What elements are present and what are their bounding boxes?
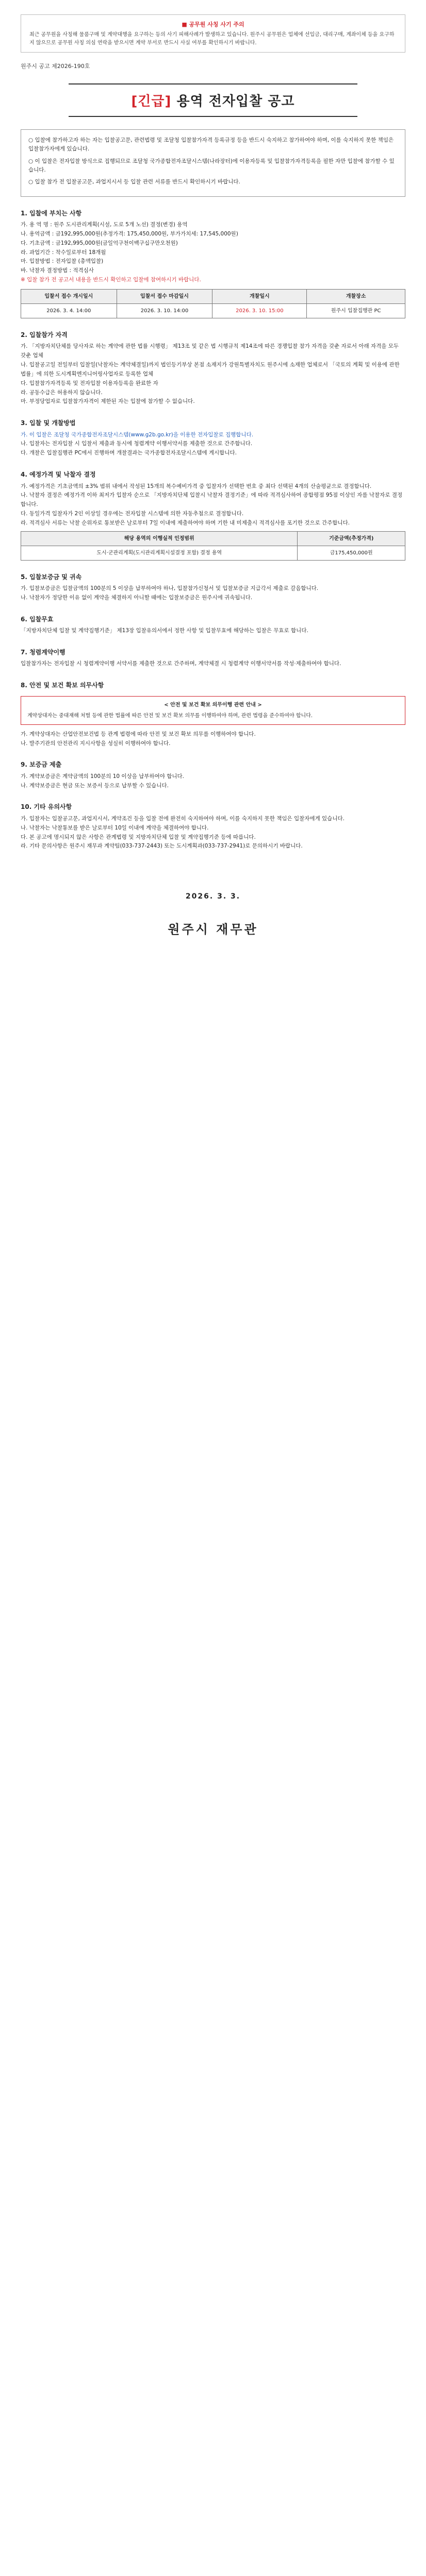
intro-line: ○ 입찰 참가 전 입찰공고문, 과업지시서 등 입찰 관련 서류를 반드시 확인하시기 바랍니다. xyxy=(28,179,240,185)
section-para: 가. 입찰보증금은 입찰금액의 100분의 5 이상을 납부하여야 하나, 입찰참가신청서 및 입찰보증금 지급각서 제출로 갈음합니다. xyxy=(21,585,319,592)
section-title: 7. 청렴계약이행 xyxy=(21,649,65,656)
title-text: 용역 전자입찰 공고 xyxy=(176,94,295,110)
schedule-cell: 2026. 3. 10. 14:00 xyxy=(117,303,212,318)
section-para: 나. 낙찰자 결정은 예정가격 이하 최저가 입찰자 순으로 「지방자치단체 입찰시 낙찰자 결정기준」에 따라 적격심사하여 종합평점 95점 이상인 자를 낙찰자로 결정합니다. xyxy=(21,492,403,508)
section-para: 나. 낙찰자가 정당한 이유 없이 계약을 체결하지 아니할 때에는 입찰보증금은 원주시에 귀속됩니다. xyxy=(21,594,253,601)
section-title: 8. 안전 및 보건 확보 의무사항 xyxy=(21,682,104,689)
section-7 xyxy=(21,647,405,669)
section-para: 나. 입찰공고일 전일부터 입찰일(낙찰자는 계약체결일)까지 법인등기부상 본점 소재지가 강원특별자치도 원주시에 소재한 업체로서 「국토의 계획 및 이용에 관한 법률」에 의한 도시계획엔지니어링사업자로 등록한 업체 xyxy=(21,361,400,377)
schedule-cell: 2026. 3. 4. 14:00 xyxy=(21,303,117,318)
capability-header: 해당 용역의 이행실적 인정범위 xyxy=(21,531,298,546)
section-line: 다. 기초금액 : 금192,995,000원(금일억구천이백구십구만오천원) xyxy=(21,240,178,246)
section-title: 6. 입찰무효 xyxy=(21,615,54,623)
section-para: 나. 발주기관의 안전관리 지시사항을 성실히 이행하여야 합니다. xyxy=(21,740,171,747)
section-line: 바. 낙찰자 결정방법 : 적격심사 xyxy=(21,267,94,274)
fraud-notice-body: 최근 공무원을 사칭해 물품구매 및 계약대행을 요구하는 등의 사기 피해사례가 발생하고 있습니다. 원주시 공무원은 업체에 선입금, 대리구매, 계좌이체 등을 요구하지 않으므로 공무원 사칭 의심 연락을 받으시면 계약 부서로 반드시 사실 여부를 확인하시기 바랍니다. xyxy=(29,32,395,46)
section-para: 라. 적격심사 서류는 낙찰 순위자로 통보받은 날로부터 7일 이내에 제출하여야 하며 기한 내 미제출시 적격심사를 포기한 것으로 간주합니다. xyxy=(21,519,350,526)
capability-cell: 도시·군관리계획(도시관리계획시설결정 포함) 결정 용역 xyxy=(21,546,298,560)
schedule-header: 입찰서 접수 마감일시 xyxy=(117,289,212,303)
schedule-header: 입찰서 접수 개시일시 xyxy=(21,289,117,303)
footer-date: 2026. 3. 3. xyxy=(185,892,241,901)
section-9 xyxy=(21,759,405,790)
section-4 xyxy=(21,469,405,561)
section-title: 5. 입찰보증금 및 귀속 xyxy=(21,573,82,581)
section-line: 라. 과업기간 : 착수일로부터 18개월 xyxy=(21,249,106,256)
section-3 xyxy=(21,418,405,458)
section-para: 나. 계약보증금은 현금 또는 보증서 등으로 납부할 수 있습니다. xyxy=(21,782,169,789)
section-title: 3. 입찰 및 개찰방법 xyxy=(21,419,76,427)
safety-notice-body: 계약상대자는 중대재해 처벌 등에 관한 법률에 따른 안전 및 보건 확보 의무를 이행하여야 하며, 관련 법령을 준수하여야 합니다. xyxy=(27,713,313,719)
section-para: 가. 「지방자치단체를 당사자로 하는 계약에 관한 법률 시행령」 제13조 및 같은 법 시행규칙 제14조에 따른 경쟁입찰 참가 자격을 갖춘 자로서 아래 자격을 모두 갖춘 업체 xyxy=(21,343,399,359)
schedule-cell: 원주시 입찰집행관 PC xyxy=(307,303,405,318)
section-title: 1. 입찰에 부치는 사항 xyxy=(21,209,82,217)
section-highlight: ※ 입찰 참가 전 공고서 내용을 반드시 확인하고 입찰에 참여하시기 바랍니다. xyxy=(21,277,201,283)
fraud-notice-box xyxy=(21,14,405,53)
section-para: 가. 계약상대자는 산업안전보건법 등 관계 법령에 따라 안전 및 보건 확보 의무를 이행하여야 합니다. xyxy=(21,731,256,737)
schedule-table xyxy=(21,289,405,318)
safety-notice-title: < 안전 및 보건 확보 의무이행 관련 안내 > xyxy=(164,702,262,708)
intro-line: ○ 이 입찰은 전자입찰 방식으로 집행되므로 조달청 국가종합전자조달시스템(나라장터)에 이용자등록 및 입찰참가자격등록을 필한 자만 입찰에 참가할 수 있습니다. xyxy=(28,158,395,173)
section-1 xyxy=(21,208,405,318)
section-para: 다. 동일가격 입찰자가 2인 이상일 경우에는 전자입찰 시스템에 의한 자동추첨으로 결정합니다. xyxy=(21,511,244,517)
section-para: 입찰참가자는 전자입찰 시 청렴계약이행 서약서를 제출한 것으로 간주하며, 계약체결 시 청렴계약 이행서약서를 작성·제출하여야 합니다. xyxy=(21,660,341,667)
page-title xyxy=(69,83,357,117)
section-para: 마. 부정당업자로 입찰참가자격이 제한된 자는 입찰에 참가할 수 없습니다. xyxy=(21,398,195,405)
safety-notice-box xyxy=(21,696,405,725)
intro-box xyxy=(21,129,405,197)
section-line: 가. 용 역 명 : 원주 도시관리계획(시설, 도로 5개 노선) 결정(변경) 용역 xyxy=(21,222,188,228)
section-para: 라. 공동수급은 허용하지 않습니다. xyxy=(21,389,103,396)
section-para: 라. 기타 문의사항은 원주시 재무과 계약팀(033-737-2443) 또는 도시계획과(033-737-2941)로 문의하시기 바랍니다. xyxy=(21,843,303,850)
section-8 xyxy=(21,680,405,748)
section-title: 10. 기타 유의사항 xyxy=(21,803,72,811)
section-para: 나. 입찰자는 전자입찰 시 입찰서 제출과 동시에 청렴계약 이행서약서를 제출한 것으로 간주합니다. xyxy=(21,440,253,447)
section-para: 다. 입찰참가자격등록 및 전자입찰 이용자등록을 완료한 자 xyxy=(21,380,158,386)
section-para: 다. 개찰은 입찰집행관 PC에서 진행하며 개찰결과는 국가종합전자조달시스템에 게시합니다. xyxy=(21,450,237,456)
section-para: 「지방자치단체 입찰 및 계약집행기준」 제13장 입찰유의서에서 정한 사항 및 입찰무효에 해당하는 입찰은 무효로 합니다. xyxy=(21,628,308,634)
section-6 xyxy=(21,614,405,636)
schedule-header: 개찰일시 xyxy=(212,289,307,303)
section-title: 4. 예정가격 및 낙찰자 결정 xyxy=(21,471,96,479)
footer-org: 원주시 재무관 xyxy=(168,922,258,937)
section-5 xyxy=(21,572,405,603)
section-line: 나. 용역금액 : 금192,995,000원(추정가격: 175,450,000원, 부가가치세: 17,545,000원) xyxy=(21,230,238,237)
intro-line: ○ 입찰에 참가하고자 하는 자는 입찰공고문, 관련법령 및 조달청 입찰참가자격 등록규정 등을 반드시 숙지하고 참가하여야 하며, 이를 숙지하지 못한 책임은 입찰참가자에게 있습니다. xyxy=(28,137,394,152)
section-title: 2. 입찰참가 자격 xyxy=(21,331,68,338)
urgent-tag: [긴급] xyxy=(131,94,172,110)
section-para: 가. 입찰자는 입찰공고문, 과업지시서, 계약조건 등을 입찰 전에 완전히 숙지하여야 하며, 이를 숙지하지 못한 책임은 입찰자에게 있습니다. xyxy=(21,815,345,822)
capability-cell: 금175,450,000원 xyxy=(298,546,405,560)
table-row xyxy=(21,303,405,318)
capability-header: 기준금액(추정가격) xyxy=(298,531,405,546)
document-number: 원주시 공고 제2026-190호 xyxy=(21,63,90,70)
section-line: 마. 입찰방법 : 전자입찰 (총액입찰) xyxy=(21,258,104,265)
section-para: 다. 본 공고에 명시되지 않은 사항은 관계법령 및 지방자치단체 입찰 및 계약집행기준 등에 따릅니다. xyxy=(21,834,256,840)
table-row xyxy=(21,546,405,560)
section-para: 가. 이 입찰은 조달청 국가종합전자조달시스템(www.g2b.go.kr)을 이용한 전자입찰로 집행합니다. xyxy=(21,431,254,438)
section-para: 가. 예정가격은 기초금액의 ±3% 범위 내에서 작성된 15개의 복수예비가격 중 입찰자가 선택한 번호 중 최다 선택된 4개의 산술평균으로 결정합니다. xyxy=(21,483,372,489)
fraud-notice-title: ■ 공무원 사칭 사기 주의 xyxy=(182,21,244,28)
section-2 xyxy=(21,330,405,406)
section-para: 가. 계약보증금은 계약금액의 100분의 10 이상을 납부하여야 합니다. xyxy=(21,773,185,779)
section-para: 나. 낙찰자는 낙찰통보를 받은 날로부터 10일 이내에 계약을 체결하여야 합니다. xyxy=(21,824,209,831)
page xyxy=(0,14,426,2576)
capability-table xyxy=(21,531,405,561)
schedule-header: 개찰장소 xyxy=(307,289,405,303)
schedule-cell: 2026. 3. 10. 15:00 xyxy=(212,303,307,318)
section-10 xyxy=(21,802,405,851)
section-title: 9. 보증금 제출 xyxy=(21,761,62,769)
